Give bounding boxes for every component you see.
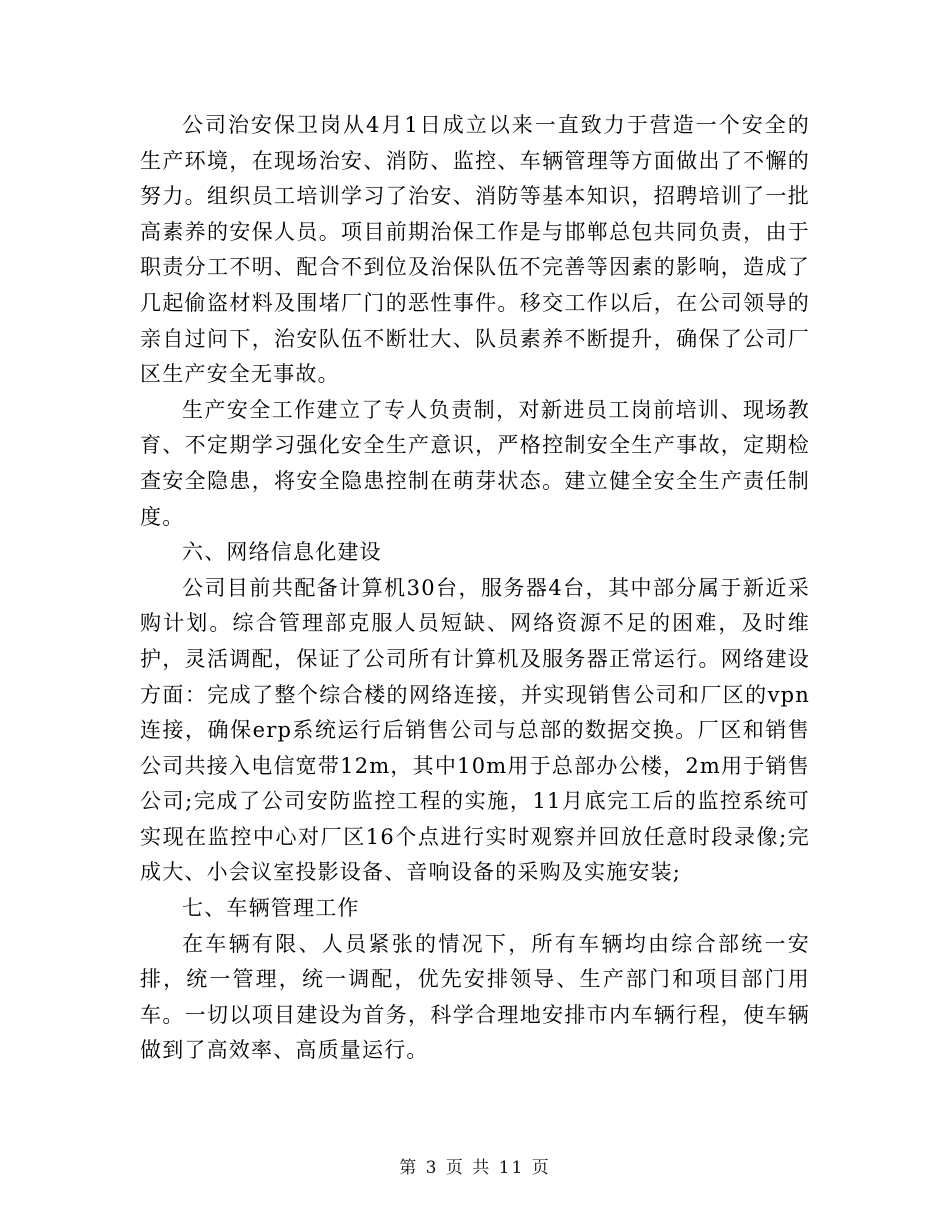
section-six-heading: 六、网络信息化建设 bbox=[182, 540, 382, 565]
vehicle-paragraph: 在车辆有限、人员紧张的情况下，所有车辆均由综合部统一安排，统一管理，统一调配，优先安排领导、生产部门和项目部门用车。一切以项目建设为首务，科学合理地安排市内车辆行程，使车辆做到了高效率、高质量运行。 bbox=[140, 931, 810, 1063]
document-body bbox=[140, 108, 810, 1069]
security-paragraph: 公司治安保卫岗从4月1日成立以来一直致力于营造一个安全的生产环境，在现场治安、消防、监控、车辆管理等方面做出了不懈的努力。组织员工培训学习了治安、消防等基本知识，招聘培训了一批高素养的安保人员。项目前期治保工作是与邯郸总包共同负责，由于职责分工不明、配合不到位及治保队伍不完善等因素的影响，造成了几起偷盗材料及围堵厂门的恶性事件。移交工作以后，在公司领导的亲自过问下，治安队伍不断壮大、队员素养不断提升，确保了公司厂区生产安全无事故。 bbox=[140, 113, 810, 387]
production-safety-paragraph: 生产安全工作建立了专人负责制，对新进员工岗前培训、现场教育、不定期学习强化安全生产意识，严格控制安全生产事故，定期检查安全隐患，将安全隐患控制在萌芽状态。建立健全安全生产责任制度。 bbox=[140, 397, 810, 529]
network-paragraph: 公司目前共配备计算机30台，服务器4台，其中部分属于新近采购计划。综合管理部克服人员短缺、网络资源不足的困难，及时维护，灵活调配，保证了公司所有计算机及服务器正常运行。网络建设方面：完成了整个综合楼的网络连接，并实现销售公司和厂区的vpn连接，确保erp系统运行后销售公司与总部的数据交换。厂区和销售公司共接入电信宽带12m，其中10m用于总部办公楼，2m用于销售公司;完成了公司安防监控工程的实施，11月底完工后的监控系统可实现在监控中心对厂区16个点进行实时观察并回放任意时段录像;完成大、小会议室投影设备、音响设备的采购及实施安装; bbox=[140, 575, 810, 885]
page-number-footer: 第 3 页 共 11 页 bbox=[399, 1158, 551, 1178]
section-seven-heading: 七、车辆管理工作 bbox=[182, 896, 360, 921]
